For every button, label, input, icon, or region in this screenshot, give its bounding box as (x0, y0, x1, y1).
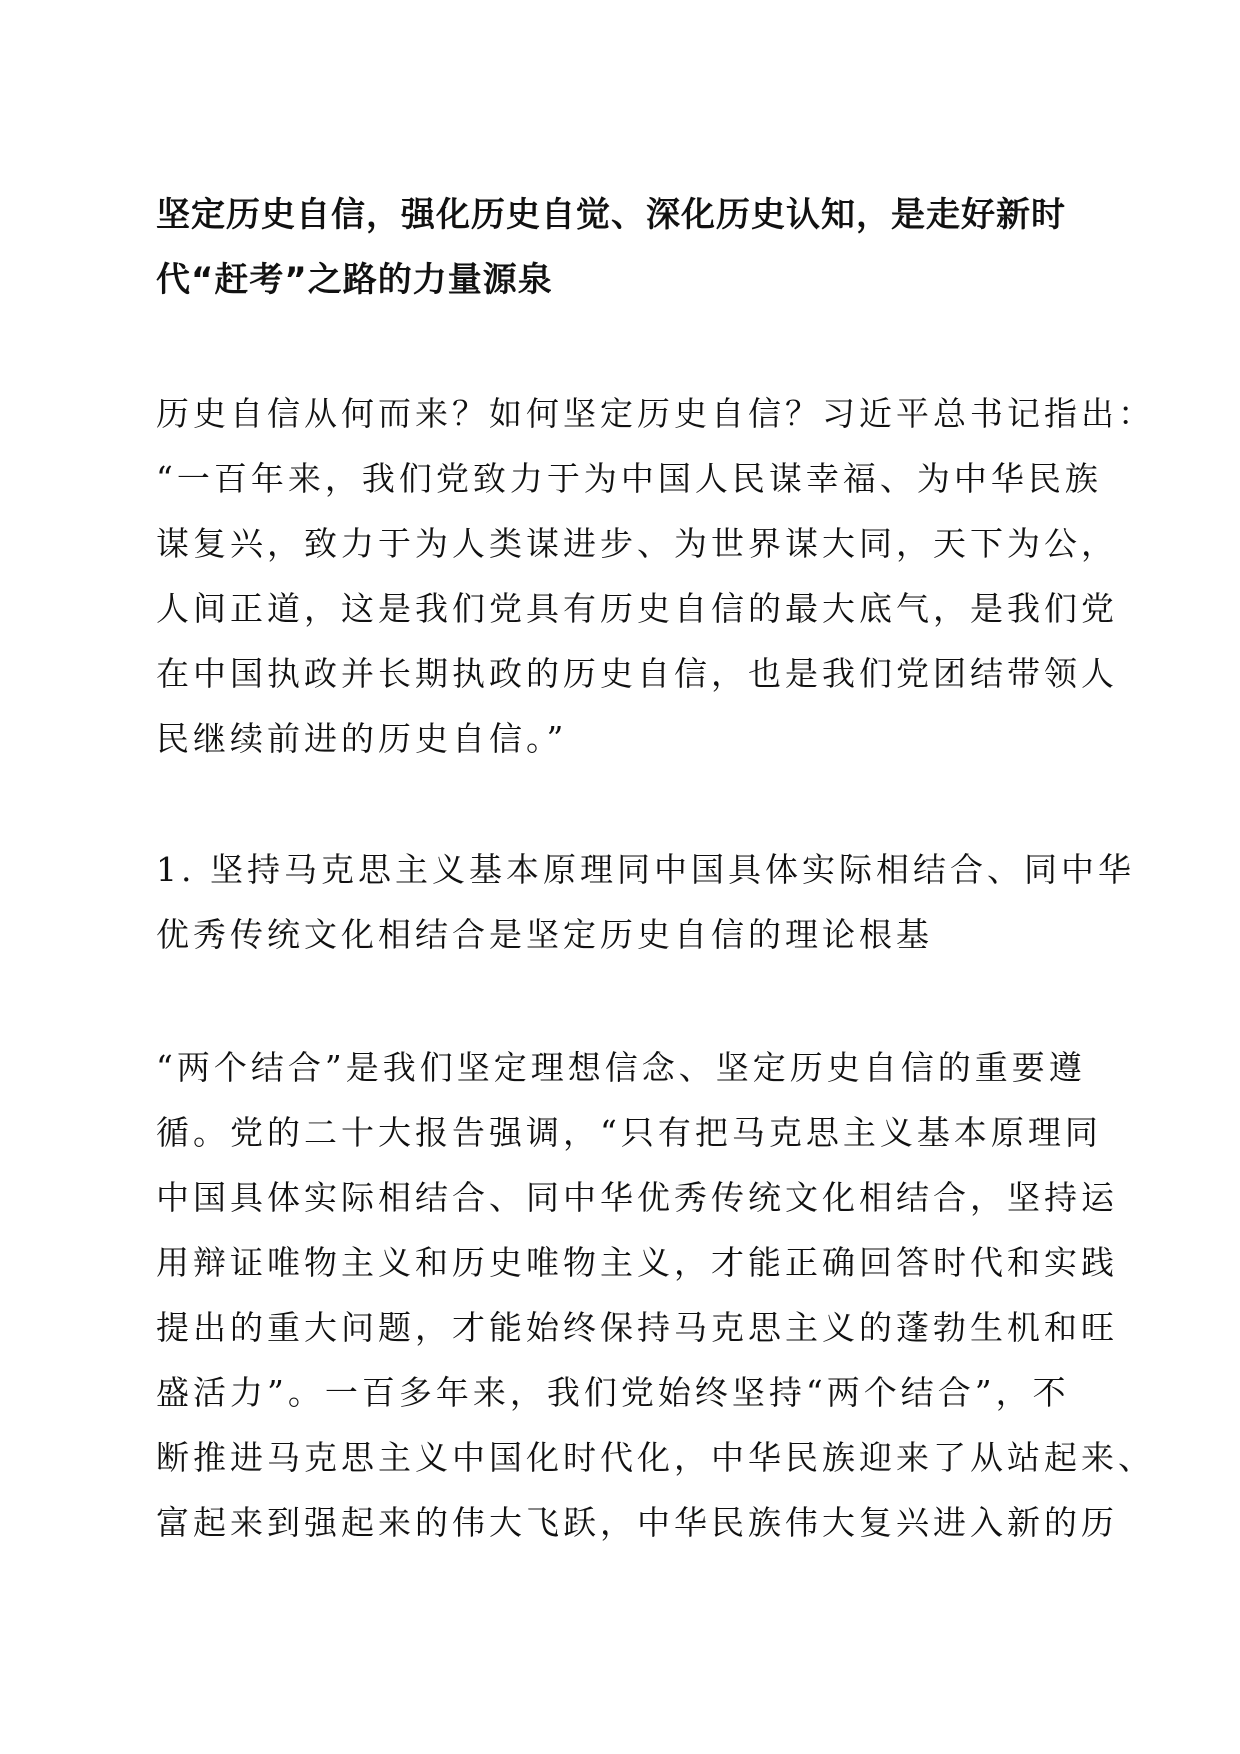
paragraph-line: 盛活力”。一百多年来，我们党始终坚持“两个结合”，不 (156, 1373, 1070, 1412)
paragraph-line: 人间正道，这是我们党具有历史自信的最大底气，是我们党 (156, 589, 1118, 628)
paragraph-line: 富起来到强起来的伟大飞跃，中华民族伟大复兴进入新的历 (156, 1503, 1118, 1542)
paragraph-line: 中国具体实际相结合、同中华优秀传统文化相结合，坚持运 (156, 1178, 1118, 1217)
paragraph-line: “两个结合”是我们坚定理想信念、坚定历史自信的重要遵 (156, 1048, 1086, 1087)
subheading-line: 优秀传统文化相结合是坚定历史自信的理论根基 (156, 915, 933, 954)
paragraph-line: 谋复兴，致力于为人类谋进步、为世界谋大同，天下为公， (156, 524, 1118, 563)
paragraph-line: 循。党的二十大报告强调，“只有把马克思主义基本原理同 (156, 1113, 1102, 1152)
subheading-line: 1. 坚持马克思主义基本原理同中国具体实际相结合、同中华 (156, 850, 1135, 889)
paragraph-line: 提出的重大问题，才能始终保持马克思主义的蓬勃生机和旺 (156, 1308, 1118, 1347)
paragraph-line: “一百年来，我们党致力于为中国人民谋幸福、为中华民族 (156, 459, 1102, 498)
heading-line: 代“赶考”之路的力量源泉 (156, 260, 553, 300)
heading-line: 坚定历史自信，强化历史自觉、深化历史认知，是走好新时 (156, 195, 1066, 235)
paragraph-line: 历史自信从何而来？如何坚定历史自信？习近平总书记指出： (156, 394, 1155, 433)
paragraph-line: 用辩证唯物主义和历史唯物主义，才能正确回答时代和实践 (156, 1243, 1118, 1282)
paragraph-line: 断推进马克思主义中国化时代化，中华民族迎来了从站起来、 (156, 1438, 1155, 1477)
paragraph-line: 在中国执政并长期执政的历史自信，也是我们党团结带领人 (156, 654, 1118, 693)
paragraph-line: 民继续前进的历史自信。” (156, 719, 568, 758)
